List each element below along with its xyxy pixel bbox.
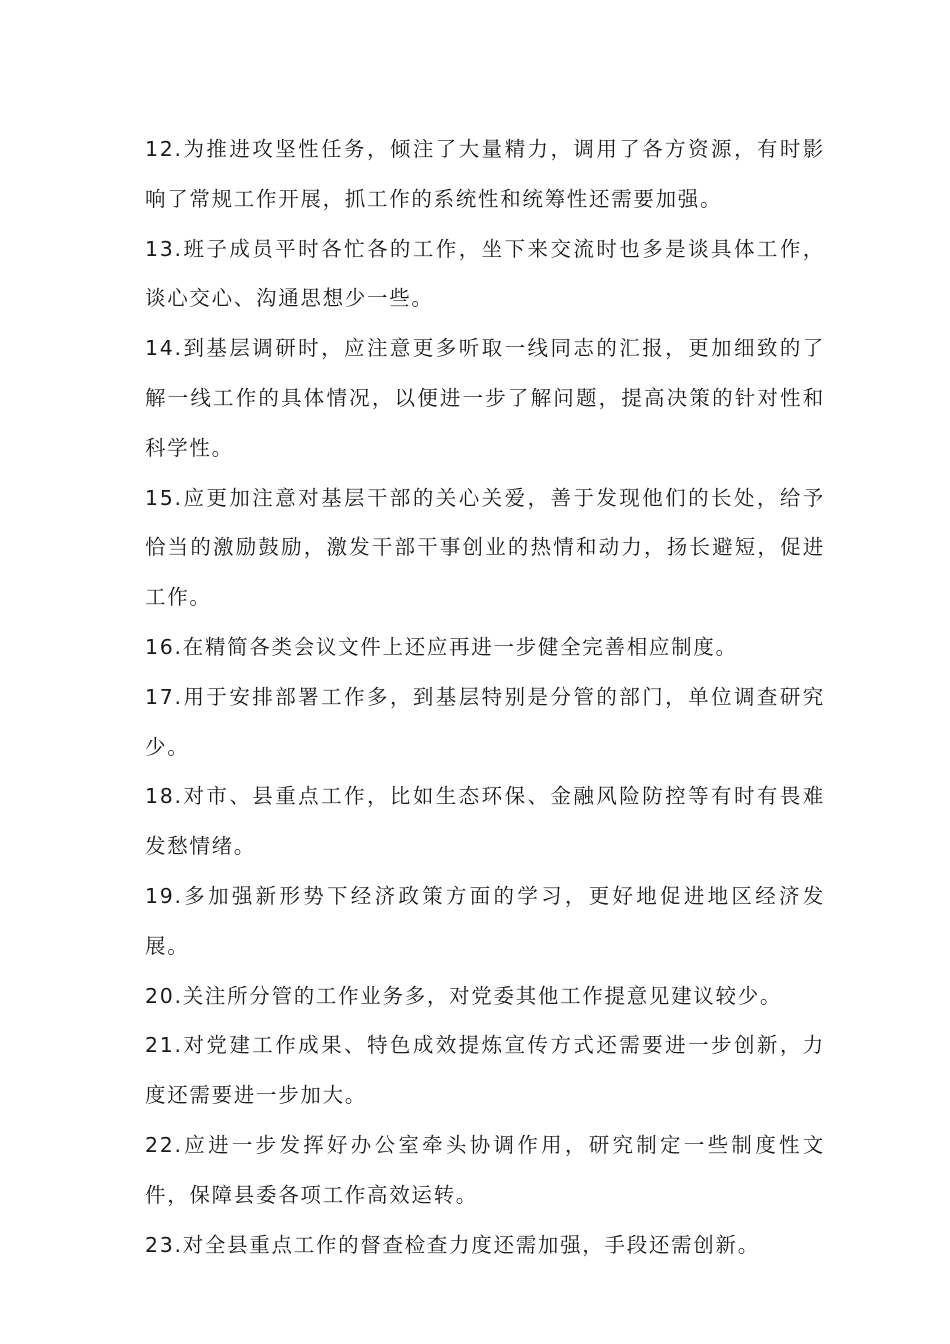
paragraph-12: 12.为推进攻坚性任务，倾注了大量精力，调用了各方资源，有时影响了常规工作开展，抓工作的系统性和统筹性还需要加强。 — [145, 137, 825, 211]
paragraph-23: 23.对全县重点工作的督查检查力度还需加强，手段还需创新。 — [145, 1232, 760, 1257]
paragraph-13: 13.班子成员平时各忙各的工作，坐下来交流时也多是谈具体工作，谈心交心、沟通思想少一些。 — [145, 236, 825, 311]
paragraph-21: 21.对党建工作成果、特色成效提炼宣传方式还需要进一步创新，力度还需要进一步加大。 — [145, 1033, 825, 1108]
paragraph-15: 15.应更加注意对基层干部的关心关爱，善于发现他们的长处，给予恰当的激励鼓励，激发干部干事创业的热情和动力，扬长避短，促进工作。 — [145, 485, 825, 610]
paragraph-22: 22.应进一步发挥好办公室牵头协调作用，研究制定一些制度性文件，保障县委各项工作高效运转。 — [145, 1132, 825, 1207]
paragraph-16: 16.在精简各类会议文件上还应再进一步健全完善相应制度。 — [145, 634, 738, 659]
paragraph-14: 14.到基层调研时，应注意更多听取一线同志的汇报，更加细致的了解一线工作的具体情况，以便进一步了解问题，提高决策的针对性和科学性。 — [145, 336, 825, 460]
paragraph-19: 19.多加强新形势下经济政策方面的学习，更好地促进地区经济发展。 — [145, 883, 825, 958]
document-body — [145, 125, 825, 1270]
paragraph-18: 18.对市、县重点工作，比如生态环保、金融风险防控等有时有畏难发愁情绪。 — [145, 784, 825, 859]
paragraph-20: 20.关注所分管的工作业务多，对党委其他工作提意见建议较少。 — [145, 983, 783, 1008]
paragraph-17: 17.用于安排部署工作多，到基层特别是分管的部门，单位调查研究少。 — [145, 684, 825, 759]
